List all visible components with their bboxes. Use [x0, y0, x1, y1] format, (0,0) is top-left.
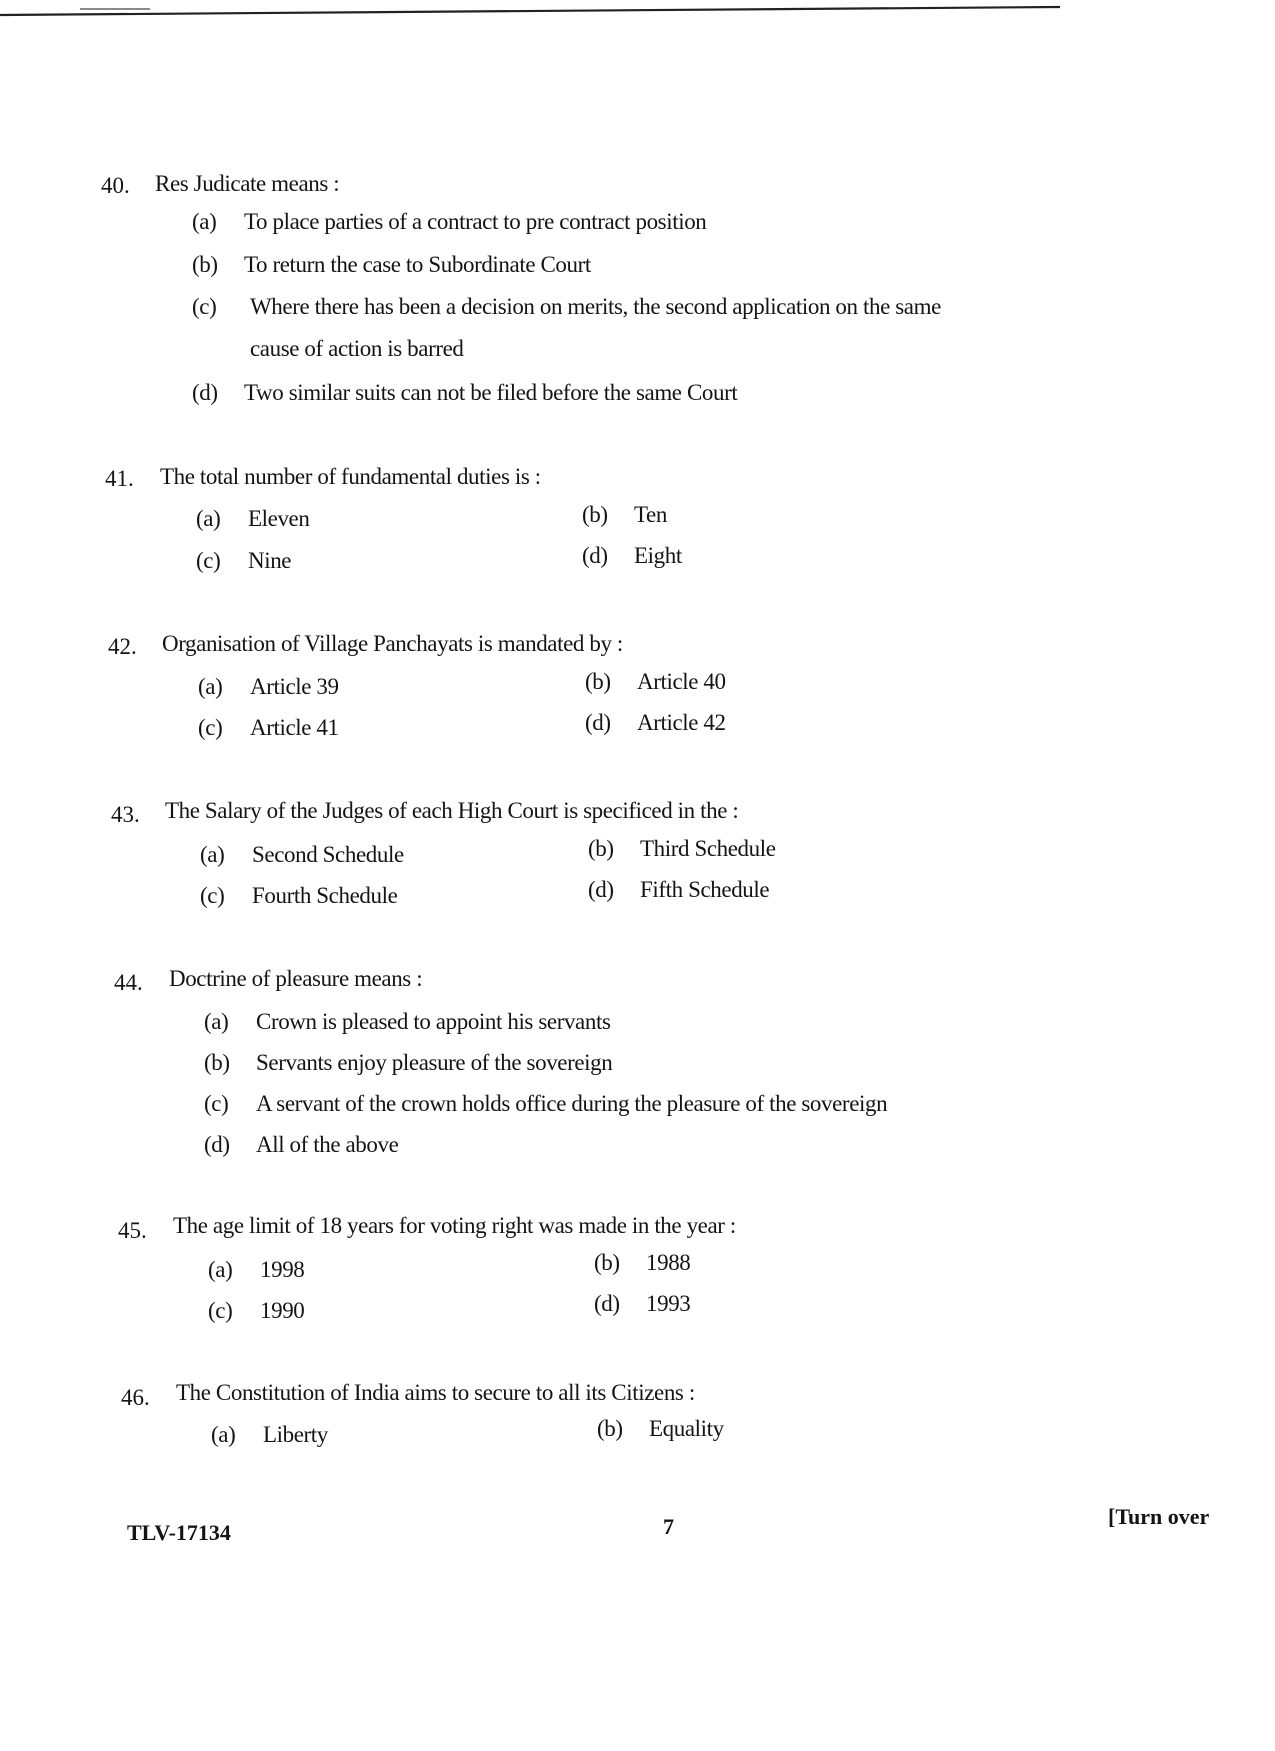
- option-a: [211, 1422, 328, 1448]
- option-label: (a): [196, 506, 221, 531]
- question-text: The Salary of the Judges of each High Court is specificed in the :: [165, 798, 739, 823]
- option-label: (d): [192, 380, 218, 405]
- option-label: (b): [582, 502, 608, 527]
- option-label: (c): [192, 294, 217, 319]
- option-c: [208, 1298, 304, 1324]
- option-text: To return the case to Subordinate Court: [244, 252, 591, 277]
- option-label: (b): [192, 252, 218, 277]
- turn-over-note: [Turn over: [1108, 1504, 1210, 1529]
- option-c: [192, 294, 244, 320]
- option-label: (c): [208, 1298, 233, 1323]
- header-rule: [0, 4, 1060, 18]
- question-number: 45.: [118, 1218, 147, 1243]
- option-a: [204, 1009, 611, 1035]
- option-text: Equality: [649, 1416, 724, 1441]
- option-c: [204, 1091, 887, 1117]
- option-b: [585, 669, 726, 695]
- option-text: 1988: [646, 1250, 691, 1275]
- option-b: [588, 836, 776, 862]
- option-label: (c): [200, 883, 225, 908]
- option-text: Two similar suits can not be filed before the same Court: [244, 380, 738, 405]
- option-text: Third Schedule: [640, 836, 776, 861]
- option-a: [198, 674, 339, 700]
- option-a: [196, 506, 309, 532]
- option-b: [192, 252, 591, 278]
- question-number: 40.: [101, 173, 130, 198]
- option-d: [588, 877, 769, 903]
- option-label: (a): [211, 1422, 236, 1447]
- page-number: 7: [663, 1514, 674, 1539]
- option-c-text: Where there has been a decision on merits, the second application on the same cause of action is barred: [250, 294, 941, 361]
- option-label: (a): [200, 842, 225, 867]
- option-text: All of the above: [256, 1132, 399, 1157]
- option-a: [192, 209, 706, 235]
- question-text: The total number of fundamental duties is :: [160, 464, 541, 489]
- question-number: 44.: [114, 970, 143, 995]
- option-text: 1990: [260, 1298, 305, 1323]
- option-label: (b): [585, 669, 611, 694]
- option-text: Ten: [634, 502, 667, 527]
- question-number: 43.: [111, 802, 140, 827]
- option-text: Article 39: [250, 674, 339, 699]
- option-label: (a): [204, 1009, 229, 1034]
- option-label: (d): [204, 1132, 230, 1157]
- question-text: The Constitution of India aims to secure to all its Citizens :: [176, 1380, 695, 1405]
- option-text: Fourth Schedule: [252, 883, 398, 908]
- option-label: (c): [196, 548, 221, 573]
- option-d: [204, 1132, 398, 1158]
- option-text: 1998: [260, 1257, 305, 1282]
- option-text: Article 41: [250, 715, 339, 740]
- option-c: [196, 548, 291, 574]
- option-label: (a): [208, 1257, 233, 1282]
- option-label: (b): [597, 1416, 623, 1441]
- option-d: [585, 710, 726, 736]
- option-b: [597, 1416, 724, 1442]
- option-c: [198, 715, 339, 741]
- paper-code: TLV-17134: [127, 1520, 231, 1545]
- question-number: 46.: [121, 1385, 150, 1410]
- option-text: Servants enjoy pleasure of the sovereign: [256, 1050, 613, 1075]
- option-b: [582, 502, 667, 528]
- option-text: Nine: [248, 548, 292, 573]
- option-label: (b): [588, 836, 614, 861]
- option-label: (c): [204, 1091, 229, 1116]
- question-text: Res Judicate means :: [155, 171, 340, 196]
- option-text: 1993: [646, 1291, 691, 1316]
- question-number: 42.: [108, 634, 137, 659]
- option-d: [594, 1291, 690, 1317]
- option-b: [204, 1050, 612, 1076]
- question-number: 41.: [105, 466, 134, 491]
- option-text: Eleven: [248, 506, 310, 531]
- option-text: To place parties of a contract to pre contract position: [244, 209, 707, 234]
- option-text: Eight: [634, 543, 682, 568]
- option-text: A servant of the crown holds office during the pleasure of the sovereign: [256, 1091, 888, 1116]
- option-text: Fifth Schedule: [640, 877, 770, 902]
- question-text: Doctrine of pleasure means :: [169, 966, 423, 991]
- option-label: (d): [585, 710, 611, 735]
- question-text: The age limit of 18 years for voting right was made in the year :: [173, 1213, 736, 1238]
- option-label: (d): [594, 1291, 620, 1316]
- option-label: (a): [198, 674, 223, 699]
- option-a: [200, 842, 404, 868]
- option-label: (b): [594, 1250, 620, 1275]
- option-d: [192, 380, 737, 406]
- option-label: (d): [588, 877, 614, 902]
- option-b: [594, 1250, 690, 1276]
- option-text: Second Schedule: [252, 842, 404, 867]
- option-label: (d): [582, 543, 608, 568]
- option-label: (a): [192, 209, 217, 234]
- option-text: Article 42: [637, 710, 726, 735]
- option-label: (c): [198, 715, 223, 740]
- option-text: Liberty: [263, 1422, 328, 1447]
- option-c: [200, 883, 397, 909]
- question-text: Organisation of Village Panchayats is mandated by :: [162, 631, 623, 656]
- option-text: Article 40: [637, 669, 726, 694]
- option-a: [208, 1257, 304, 1283]
- option-label: (b): [204, 1050, 230, 1075]
- option-text: Crown is pleased to appoint his servants: [256, 1009, 611, 1034]
- option-d: [582, 543, 682, 569]
